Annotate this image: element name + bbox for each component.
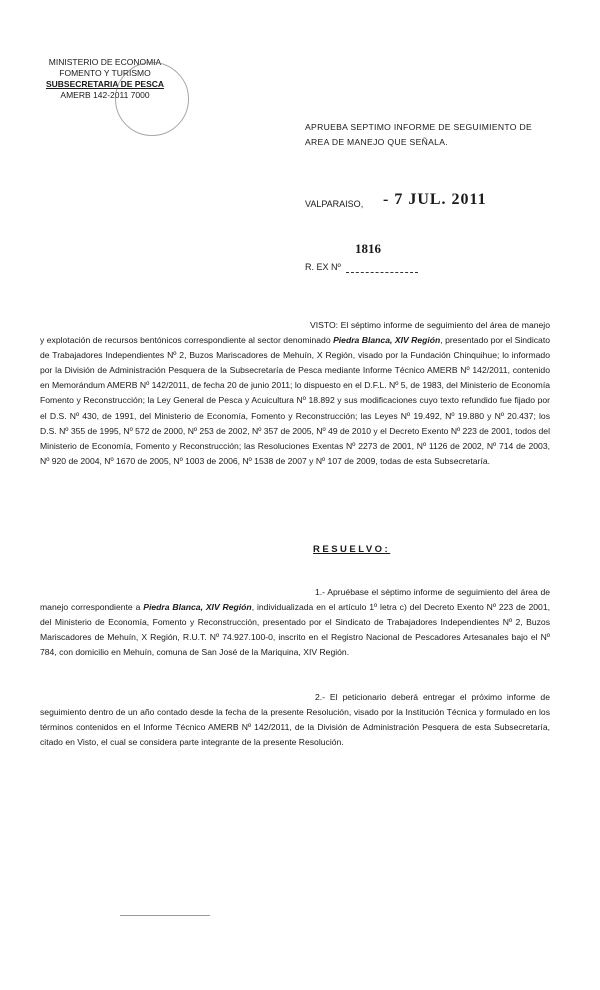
item1-text-1: 1.- Apruébase el séptimo informe de seguimiento del área de manejo correspondiente a bbox=[40, 587, 550, 613]
header-reference: AMERB 142-2011 7000 bbox=[60, 90, 150, 100]
rex-dashed-line bbox=[346, 272, 418, 273]
resuelvo-heading: RESUELVO: bbox=[313, 544, 391, 555]
official-stamp-icon bbox=[115, 62, 189, 136]
item1-text-2: , individualizada en el artículo 1º letra c) del Decreto Exento Nº 223 de 2001, del Ministerio de Economía, Fomento y Reconstrucción, presentado por el Sindicato de Trabajadores Independientes Nº 2, Buzos Mariscadores de Mehuín, X Región, R.U.T. Nº 74.927.100-0, inscrito en el Registro Nacional de Pescadores Artesanales bajo el Nº 784, con domicilio en Mehuín, comuna de San José de la Mariquina, XIV Región. bbox=[40, 602, 550, 658]
resolution-number: 1816 bbox=[355, 241, 381, 256]
item1-place: Piedra Blanca, XIV Región bbox=[143, 602, 252, 613]
header-subsecretaria: SUBSECRETARIA DE PESCA bbox=[45, 79, 165, 89]
place-label: VALPARAISO, bbox=[305, 199, 364, 209]
header-ministry: MINISTERIO DE ECONOMIA bbox=[48, 57, 162, 67]
resolution-subject: APRUEBA SEPTIMO INFORME DE SEGUIMIENTO DE AREA DE MANEJO QUE SEÑALA. bbox=[305, 122, 533, 147]
rex-label: R. EX Nº bbox=[305, 262, 341, 272]
visto-text-1: VISTO: El séptimo informe de seguimiento del área de manejo y explotación de recursos bentónicos correspondiente al sector denominado bbox=[40, 320, 550, 346]
visto-place: Piedra Blanca, XIV Región bbox=[333, 335, 441, 346]
header-fomento: FOMENTO Y TURISMO bbox=[59, 68, 151, 78]
visto-text-2: , presentado por el Sindicato de Trabajadores Independientes Nº 2, Buzos Mariscadores de Mehuín, X Región, visado por la Fundación Chinquihue; lo informado por la División de Administración Pesquera de la Subsecretaría de Pesca mediante Informe Técnico AMERB Nº 142/2011, contenido en Memorándum AMERB Nº 142/2011, de fecha 20 de junio 2011; lo dispuesto en el D.F.L. Nº 5, de 1983, del Ministerio de Economía Fomento y Reconstrucción; la Ley General de Pesca y Acuicultura Nº 18.892 y sus modificaciones cuyo texto refundido fue fijado por el D.S. Nº 430, de 1991, del Ministerio de Economía, Fomento y Reconstrucción; las Leyes Nº 19.492, Nº 19.880 y Nº 20.437; los D.S. Nº 355 de 1995, Nº 572 de 2000, Nº 253 de 2002, Nº 357 de 2005, Nº 49 de 2010 y el Decreto Exento Nº 223 de 2001, todos del Ministerio de Economía, Fomento y Reconstrucción; las Resoluciones Exentas Nº 2273 de 2001, Nº 1126 de 2002, Nº 714 de 2003, Nº 920 de 2004, Nº 1670 de 2005, Nº 1003 de 2006, Nº 1538 de 2007 y Nº 107 de 2009, todas de esta Subsecretaría. bbox=[40, 335, 550, 466]
footer-line bbox=[120, 915, 210, 916]
visto-paragraph bbox=[40, 318, 550, 469]
item-1-paragraph bbox=[40, 585, 550, 660]
date-stamp: - 7 JUL. 2011 bbox=[383, 191, 487, 208]
item-2-paragraph: 2.- El peticionario deberá entregar el próximo informe de seguimiento dentro de un año contado desde la fecha de la presente Resolución, visado por la Institución Técnica y formulado en los términos contenidos en el Informe Técnico AMERB Nº 142/2011, de la División de Administración Pesquera de esta Subsecretaría, citado en Visto, el cual se considera parte integrante de la presente Resolución. bbox=[40, 692, 550, 748]
